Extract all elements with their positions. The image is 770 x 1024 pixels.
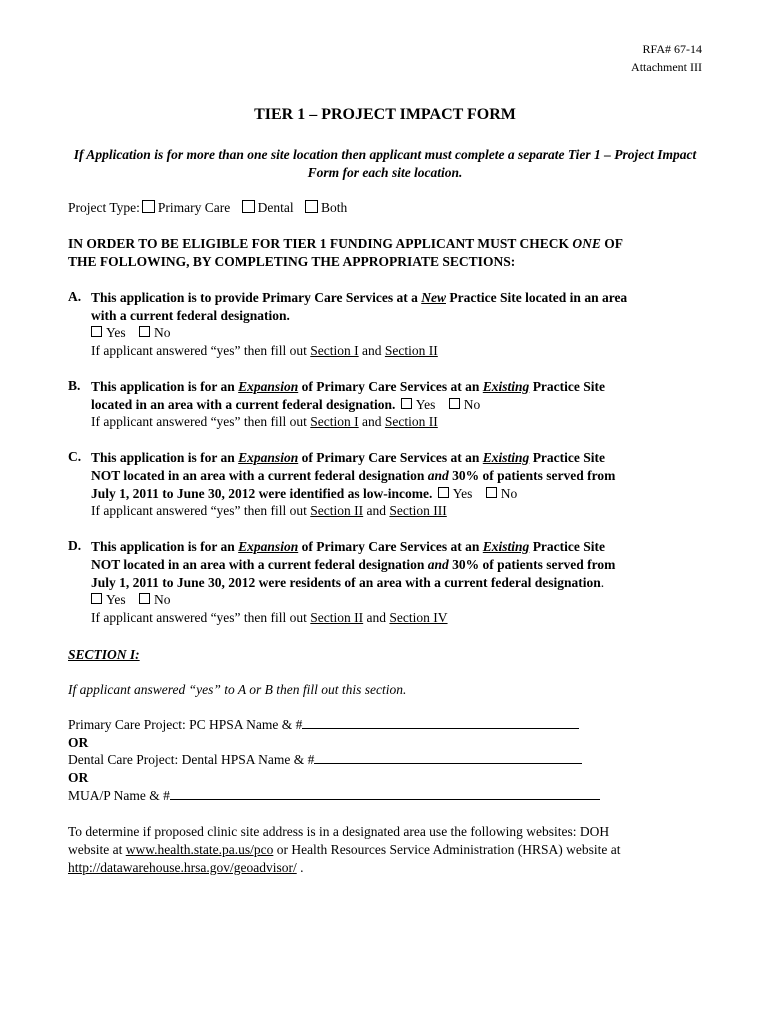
item-d-line-3: July 1, 2011 to June 30, 2012 were residents of an area with a current federal designation. xyxy=(91,575,605,590)
dental-hpsa-input[interactable] xyxy=(314,751,582,764)
footer-line-1: To determine if proposed clinic site address is in a designated area use the following websites: DOH xyxy=(68,824,610,839)
hrsa-link[interactable]: http://datawarehouse.hrsa.gov/geoadvisor/ xyxy=(68,860,297,875)
footer-line-3: http://datawarehouse.hrsa.gov/geoadvisor/ . xyxy=(68,860,304,875)
item-d-answers: Yes No xyxy=(91,591,171,609)
doh-link[interactable]: www.health.state.pa.us/pco xyxy=(125,842,274,857)
section-i-link: Section I xyxy=(310,343,359,358)
both-checkbox[interactable] xyxy=(305,200,318,213)
item-a-line-2: with a current federal designation. xyxy=(91,308,290,323)
pc-hpsa-label: Primary Care Project: PC HPSA Name & # xyxy=(68,717,303,732)
footer-line-2: website at www.health.state.pa.us/pco or Health Resources Service Administration (HRSA) website at xyxy=(68,842,621,857)
item-d-no-checkbox[interactable] xyxy=(139,593,150,604)
dental-option-label: Dental xyxy=(257,200,294,215)
dental-checkbox[interactable] xyxy=(242,200,255,213)
item-c-letter: C. xyxy=(68,449,82,464)
item-b-yes-checkbox[interactable] xyxy=(401,398,412,409)
pc-hpsa-input[interactable] xyxy=(302,716,579,729)
item-c-no-checkbox[interactable] xyxy=(486,487,497,498)
item-d-line-1: This application is for an Expansion of Primary Care Services at an Existing Practice Site xyxy=(91,539,606,554)
item-a-followup: If applicant answered “yes” then fill out Section I and Section II xyxy=(91,343,438,358)
or-separator-2: OR xyxy=(68,770,89,785)
section-i-instruction: If applicant answered “yes” to A or B then fill out this section. xyxy=(68,682,407,697)
item-b-line-2: located in an area with a current federal designation. Yes No xyxy=(91,397,481,412)
item-a-letter: A. xyxy=(68,289,82,304)
pc-hpsa-row xyxy=(68,716,579,734)
item-d-yes-checkbox[interactable] xyxy=(91,593,102,604)
item-b-no-checkbox[interactable] xyxy=(449,398,460,409)
item-b-followup: If applicant answered “yes” then fill out Section I and Section II xyxy=(91,414,438,429)
item-b-line-1: This application is for an Expansion of Primary Care Services at an Existing Practice Site xyxy=(91,379,606,394)
mua-row xyxy=(68,787,600,805)
section-i-heading: SECTION I: xyxy=(68,647,140,662)
project-type-row xyxy=(68,199,347,217)
intro-instruction: If Application is for more than one site location then applicant must complete a separate Tier 1 – Project Impact Form for each site location. xyxy=(73,147,697,180)
item-a-answers: Yes No xyxy=(91,324,171,342)
attachment-label: Attachment III xyxy=(631,60,702,74)
item-a-no-checkbox[interactable] xyxy=(139,326,150,337)
item-c-followup: If applicant answered “yes” then fill out Section II and Section III xyxy=(91,503,447,518)
page-title: TIER 1 – PROJECT IMPACT FORM xyxy=(254,106,516,123)
rfa-number: RFA# 67-14 xyxy=(642,42,702,56)
dental-hpsa-label: Dental Care Project: Dental HPSA Name & # xyxy=(68,752,315,767)
section-ii-link: Section II xyxy=(384,343,438,358)
item-c-line-2: NOT located in an area with a current federal designation and 30% of patients served from xyxy=(91,468,616,483)
item-b-letter: B. xyxy=(68,378,81,393)
primary-care-option-label: Primary Care xyxy=(157,200,231,215)
document-header xyxy=(631,40,702,76)
or-separator-1: OR xyxy=(68,735,89,750)
item-c-line-1: This application is for an Expansion of Primary Care Services at an Existing Practice Site xyxy=(91,450,606,465)
dental-hpsa-row xyxy=(68,751,582,769)
item-a-line-1: This application is to provide Primary Care Services at a New Practice Site located in an area xyxy=(91,290,628,305)
mua-label: MUA/P Name & # xyxy=(68,788,170,803)
item-c-yes-checkbox[interactable] xyxy=(438,487,449,498)
item-d-followup: If applicant answered “yes” then fill out Section II and Section IV xyxy=(91,610,448,625)
item-d-line-2: NOT located in an area with a current federal designation and 30% of patients served from xyxy=(91,557,616,572)
both-option-label: Both xyxy=(321,200,348,215)
eligibility-heading-line-2: THE FOLLOWING, BY COMPLETING THE APPROPRIATE SECTIONS: xyxy=(68,254,516,269)
project-type-label: Project Type: xyxy=(68,200,140,215)
item-c-line-3: July 1, 2011 to June 30, 2012 were identified as low-income. Yes No xyxy=(91,486,518,501)
eligibility-heading-line-1: IN ORDER TO BE ELIGIBLE FOR TIER 1 FUNDING APPLICANT MUST CHECK ONE OF xyxy=(68,236,623,251)
item-a-yes-checkbox[interactable] xyxy=(91,326,102,337)
mua-input[interactable] xyxy=(170,787,600,800)
item-d-letter: D. xyxy=(68,538,82,553)
primary-care-checkbox[interactable] xyxy=(142,200,155,213)
